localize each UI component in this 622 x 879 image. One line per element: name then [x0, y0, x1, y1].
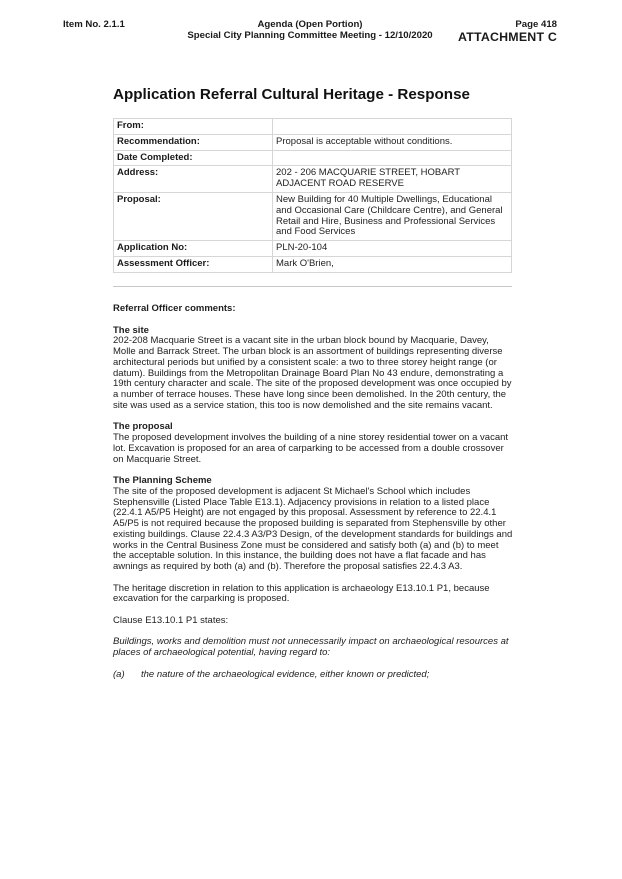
row-value — [273, 119, 512, 135]
page-number: Page 418 — [515, 19, 557, 30]
table-row — [114, 256, 512, 272]
address-value — [273, 166, 512, 193]
row-label: Recommendation: — [114, 134, 273, 150]
table-row — [114, 134, 512, 150]
row-label: Assessment Officer: — [114, 256, 273, 272]
comments-heading: Referral Officer comments: — [113, 303, 236, 314]
discretion-paragraph: The heritage discretion in relation to this application is archaeology E13.10.1 P1, because excavation for the carparking is proposed. — [113, 582, 490, 605]
row-label: Date Completed: — [114, 150, 273, 166]
agenda-label: Agenda (Open Portion) — [257, 19, 363, 30]
row-label: Application No: — [114, 241, 273, 257]
row-label: Address: — [114, 166, 273, 193]
proposal-paragraph: The proposed development involves the building of a nine storey residential tower on a vacant lot. Excavation is proposed for an area of carparking to be accessed from a double crossover on Macquarie Street. — [113, 432, 509, 465]
assessment-officer-value: Mark O'Brien, — [273, 256, 512, 272]
table-row — [114, 150, 512, 166]
item-number: Item No. 2.1.1 — [63, 19, 125, 30]
page-info — [458, 19, 557, 44]
table-row — [114, 166, 512, 193]
proposal-heading: The proposal — [113, 421, 173, 433]
row-label: From: — [114, 119, 273, 135]
page-title: Application Referral Cultural Heritage - Response — [113, 86, 470, 103]
proposal-value: New Building for 40 Multiple Dwellings, Educational and Occasional Care (Childcare Centre), and General Retail and Hire, Business and Professional Services and Food Services — [273, 192, 512, 240]
clause-text: Buildings, works and demolition must not unnecessarily impact on archaeological resources at places of archaeological potential, having regard to: — [113, 636, 509, 658]
planning-scheme-paragraph: The site of the proposed development is adjacent St Michael's School which includes Stephensville (Listed Place Table E13.1). Adjacency provisions in relation to a listed place (22.4.1 A5/P5 Height) are not engaged by this proposal. Assessment by reference to 22.4.1 A5/P5 is not required because the proposed building is separated from Stephensville by other existing buildings. Clause 22.4.3 A3/P3 Design, of the development standards for buildings and works in the Central Business Zone must be considered and satisfy both (a) and (b) to meet the acceptable solution. In this instance, the building does not have a flat facade and has awnings as required by both (a) and (b). Therefore the proposal satisfies 22.4.3 A3. — [113, 485, 513, 572]
referral-details-table — [113, 118, 512, 273]
address-line: ADJACENT ROAD RESERVE — [276, 178, 404, 190]
meeting-label: Special City Planning Committee Meeting - 12/10/2020 — [187, 30, 433, 41]
row-label: Proposal: — [114, 192, 273, 240]
application-number-value: PLN-20-104 — [273, 241, 512, 257]
table-row — [114, 119, 512, 135]
clause-list-item — [113, 670, 513, 681]
agenda-header — [160, 19, 460, 41]
row-value — [273, 150, 512, 166]
site-paragraph: 202-208 Macquarie Street is a vacant site in the urban block bound by Macquarie, Davey, Molle and Barrack Street. The urban block is an assortment of buildings representing diverse architectural periods but unified by a consistent scale: a two to three storey height range (or datum). Buildings from the Metropolitan Drainage Board Plan No 43 endure, demonstrating a 19th century character and scale. The site of the proposed development was once occupied by a number of terrace houses. These have long since been demolished. In the 20th century, the site was used as a service station, this too is now demolished and the site remains vacant. — [113, 335, 512, 411]
section-divider — [113, 286, 512, 287]
list-marker: (a) — [113, 668, 125, 680]
site-heading: The site — [113, 324, 149, 336]
referral-comments — [113, 304, 513, 680]
list-item-text: the nature of the archaeological evidence, either known or predicted; — [141, 668, 430, 680]
table-row — [114, 192, 512, 240]
address-line: 202 - 206 MACQUARIE STREET, HOBART — [276, 167, 461, 179]
recommendation-value: Proposal is acceptable without conditions. — [273, 134, 512, 150]
clause-intro: Clause E13.10.1 P1 states: — [113, 614, 229, 626]
table-row — [114, 241, 512, 257]
attachment-label: ATTACHMENT C — [458, 30, 557, 44]
planning-scheme-heading: The Planning Scheme — [113, 475, 212, 486]
